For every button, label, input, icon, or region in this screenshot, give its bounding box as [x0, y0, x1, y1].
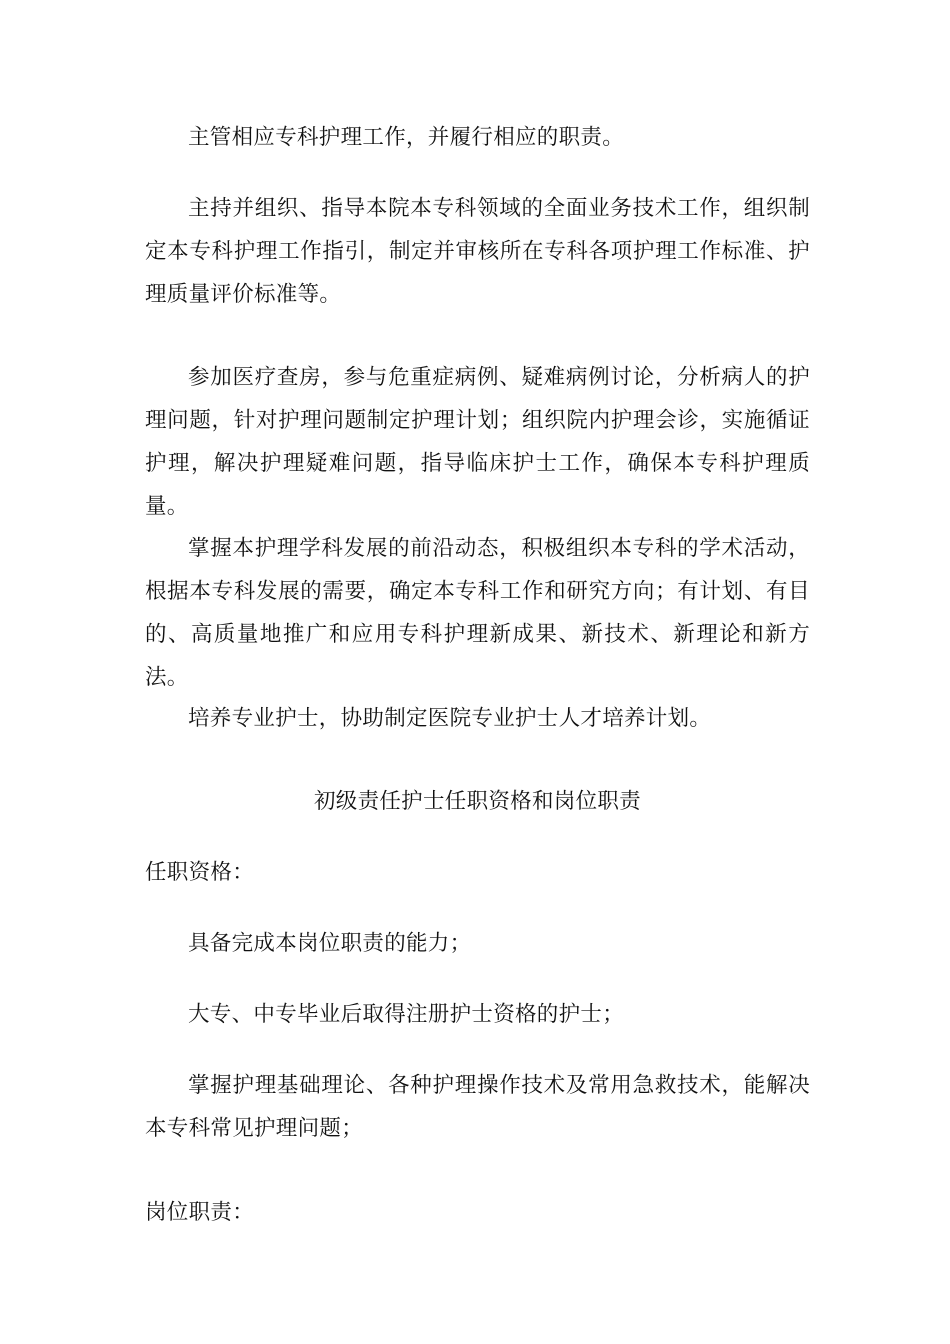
qualification-item: 掌握护理基础理论、各种护理操作技术及常用急救技术，能解决本专科常见护理问题； — [145, 1073, 810, 1141]
paragraph-technical-work: 主持并组织、指导本院本专科领域的全面业务技术工作，组织制定本专科护理工作指引，制定并审核所在专科各项护理工作标准、护理质量评价标准等。 — [145, 196, 810, 307]
qualification-item: 大专、中专毕业后取得注册护士资格的护士； — [188, 1002, 625, 1027]
paragraph-training: 培养专业护士，协助制定医院专业护士人才培养计划。 — [188, 706, 712, 731]
section-title: 初级责任护士任职资格和岗位职责 — [313, 789, 641, 814]
paragraph-responsibility: 主管相应专科护理工作，并履行相应的职责。 — [188, 125, 625, 150]
qualification-item: 具备完成本岗位职责的能力； — [188, 931, 472, 956]
duties-label: 岗位职责： — [145, 1200, 255, 1225]
qualifications-label: 任职资格： — [145, 860, 255, 885]
paragraph-academic-development: 掌握本护理学科发展的前沿动态，积极组织本专科的学术活动，根据本专科发展的需要，确定本专科工作和研究方向；有计划、有目的、高质量地推广和应用专科护理新成果、新技术、新理论和新方法。 — [145, 536, 810, 690]
document-page — [145, 0, 810, 1344]
paragraph-ward-rounds: 参加医疗查房，参与危重症病例、疑难病例讨论，分析病人的护理问题，针对护理问题制定护理计划；组织院内护理会诊，实施循证护理，解决护理疑难问题，指导临床护士工作，确保本专科护理质量。 — [145, 365, 810, 519]
